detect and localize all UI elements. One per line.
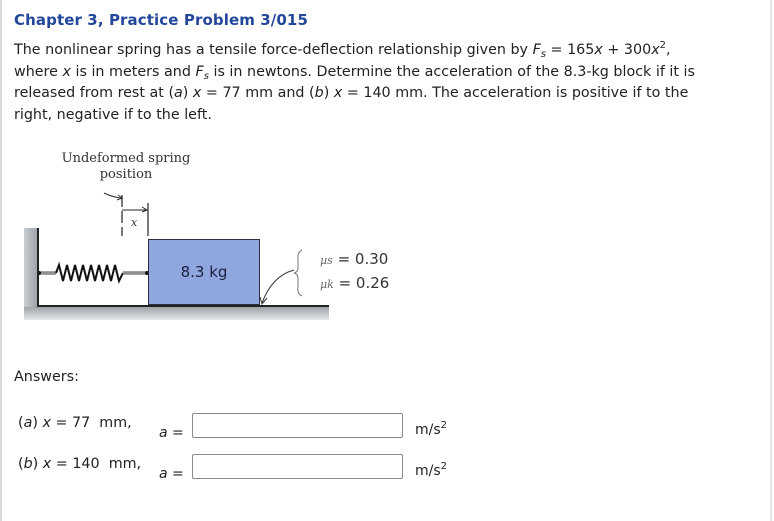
statement-text: released from rest at ( (14, 85, 175, 101)
mu-k-value: = 0.26 (333, 274, 390, 292)
equation-part: + 300 (602, 42, 652, 58)
equals: = (167, 466, 184, 482)
mu-k-symbol: μk (320, 278, 334, 291)
statement-text: ) (323, 85, 334, 101)
unit-exponent: 2 (440, 461, 448, 472)
force-symbol: F (195, 63, 204, 80)
mu-s-symbol: μs (320, 254, 333, 267)
x-value: = 140 mm, (51, 456, 142, 472)
force-subscript: s (540, 49, 547, 60)
statement-text: right, negative if to the left. (14, 106, 212, 123)
exponent: 2 (659, 40, 667, 51)
mu-s-line (320, 248, 389, 272)
statement-text: where (14, 63, 63, 80)
statement-text: is in newtons. Determine the acceleration of the 8.3-kg block if it is (208, 63, 695, 80)
floor-surface (37, 305, 329, 307)
paren: ( (18, 415, 24, 431)
answer-b-input[interactable] (192, 454, 403, 479)
var-x: x (62, 63, 71, 80)
paren: ( (18, 456, 24, 472)
unit-exponent: 2 (440, 420, 448, 431)
statement-text: , (666, 42, 671, 58)
part-a-label: a (174, 85, 183, 101)
label-line: position (99, 167, 153, 182)
paren: ) (32, 415, 43, 431)
problem-title: Chapter 3, Practice Problem 3/015 (14, 11, 308, 29)
statement-text: is in meters and (70, 63, 196, 80)
spring-block-diagram (20, 140, 415, 335)
force-symbol: F (532, 42, 541, 58)
var-a: a (159, 466, 168, 482)
unit: m/s (415, 463, 441, 479)
a-equals-label (159, 425, 184, 441)
unit: m/s (415, 422, 441, 438)
statement-text: = 140 mm. The acceleration is positive if to the (342, 85, 689, 101)
var-a: a (159, 425, 168, 441)
statement-text: = 77 mm and ( (201, 85, 315, 101)
mu-k-line (320, 272, 389, 296)
var-x: x (192, 85, 202, 101)
part-label: a (23, 415, 33, 431)
x-value: = 77 mm, (50, 415, 132, 431)
statement-text: The nonlinear spring has a tensile force-deflection relationship given by (14, 42, 533, 58)
block-mass-label: 8.3 kg (180, 263, 228, 281)
problem-statement (14, 40, 759, 126)
left-border (0, 0, 2, 521)
answer-prompt (18, 415, 132, 431)
answer-row-b (18, 456, 478, 486)
equals: = (167, 425, 184, 441)
label-line: Undeformed spring (61, 151, 191, 166)
answer-row-a (18, 415, 478, 445)
var-x: x (594, 42, 603, 58)
part-label: b (23, 456, 33, 472)
wall-edge (37, 228, 39, 308)
statement-text: ) (182, 85, 193, 101)
paren: ) (32, 456, 43, 472)
part-b-label: b (314, 85, 324, 101)
var-x: x (42, 415, 51, 431)
x-dimension-label: x (131, 216, 138, 229)
answers-heading: Answers: (14, 369, 79, 385)
right-scrollbar-edge (770, 0, 772, 521)
wall (24, 228, 38, 318)
var-x: x (333, 85, 343, 101)
friction-coefficients (320, 248, 389, 296)
a-equals-label (159, 466, 184, 482)
unit-label (415, 422, 447, 438)
unit-label (415, 463, 447, 479)
var-x: x (651, 42, 660, 58)
var-x: x (42, 456, 52, 472)
equation-part: = 165 (546, 42, 595, 58)
answer-a-input[interactable] (192, 413, 403, 438)
mu-s-value: = 0.30 (332, 250, 389, 268)
force-subscript: s (203, 70, 209, 82)
floor-shade (24, 307, 329, 320)
answer-prompt (18, 456, 141, 472)
mass-block (148, 239, 260, 305)
